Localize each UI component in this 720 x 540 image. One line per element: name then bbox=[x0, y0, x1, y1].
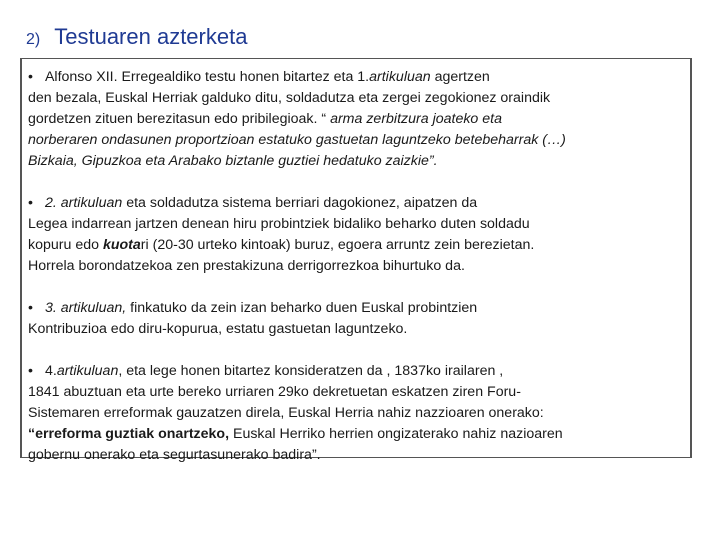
bullet: • bbox=[28, 69, 33, 85]
paragraph-2 bbox=[28, 193, 684, 277]
section-number: 2) bbox=[26, 31, 41, 48]
text-segment-bold: “erreforma guztiak onartzeko, bbox=[28, 426, 230, 442]
text-segment-italic: artikuluan bbox=[369, 69, 431, 85]
paragraph-1-line-3 bbox=[28, 109, 684, 130]
text-segment: 4. bbox=[44, 363, 57, 379]
text-segment-italic: norberaren ondasunen proportzioan estatuko gastuetan laguntzeko betebeharrak (…) bbox=[28, 132, 566, 148]
text-segment: gordetzen zituen berezitasun edo pribilegioak. “ bbox=[28, 111, 327, 127]
paragraph-4-line-4 bbox=[28, 424, 684, 445]
paragraph-1-line-5 bbox=[28, 151, 684, 172]
bullet: • bbox=[28, 363, 33, 379]
text-segment: eta soldadutza sistema berriari dagokionez, aipatzen da bbox=[122, 195, 478, 211]
spacer bbox=[28, 172, 684, 193]
bullet: • bbox=[28, 195, 33, 211]
paragraph-2-line-1 bbox=[28, 193, 684, 214]
text-segment: ri (20-30 urteko kintoak) buruz, egoera arruntz zein berezietan. bbox=[140, 237, 535, 253]
spacer bbox=[28, 340, 684, 361]
paragraph-2-line-2: Legea indarrean jartzen denean hiru probintziek bidaliko beharko duten soldadu bbox=[28, 216, 530, 232]
paragraph-4-line-1 bbox=[28, 361, 684, 382]
paragraph-4-line-2: 1841 abuztuan eta urte bereko urriaren 29ko dekretuetan eskatzen ziren Foru- bbox=[28, 384, 521, 400]
bullet: • bbox=[28, 300, 33, 316]
paragraph-1 bbox=[28, 67, 684, 172]
slide-header bbox=[26, 24, 247, 50]
text-segment: kopuru edo bbox=[28, 237, 103, 253]
paragraph-2-line-4: Horrela borondatzekoa zen prestakizuna derrigorrezkoa bihurtuko da. bbox=[28, 258, 465, 274]
paragraph-4-line-5: gobernu onerako eta segurtasunerako badira”. bbox=[28, 447, 321, 463]
text-segment: , eta lege honen bitartez konsideratzen da , 1837ko irailaren , bbox=[118, 363, 504, 379]
text-segment: finkatuko da zein izan beharko duen Euskal probintzien bbox=[126, 300, 478, 316]
text-segment-italic: arma zerbitzura joateko eta bbox=[326, 111, 502, 127]
paragraph-2-line-3 bbox=[28, 235, 684, 256]
text-segment-italic: Bizkaia, Gipuzkoa eta Arabako biztanle guztiei hedatuko zaizkie”. bbox=[28, 153, 438, 169]
paragraph-4-line-3: Sistemaren erreformak gauzatzen direla, Euskal Herria nahiz nazzioaren onerako: bbox=[28, 405, 544, 421]
text-segment-italic: artikuluan bbox=[56, 363, 119, 379]
text-segment-italic: 2. artikuluan bbox=[44, 195, 123, 211]
paragraph-3-line-1 bbox=[28, 298, 684, 319]
text-segment: Alfonso XII. Erregealdiko testu honen bitartez eta 1. bbox=[44, 69, 370, 85]
text-segment-bold-italic: kuota bbox=[102, 237, 141, 253]
spacer bbox=[28, 277, 684, 298]
text-segment: Euskal Herriko herrien ongizaterako nahiz nazioaren bbox=[229, 426, 563, 442]
text-segment: agertzen bbox=[430, 69, 490, 85]
slide-title: Testuaren azterketa bbox=[54, 24, 248, 49]
paragraph-3 bbox=[28, 298, 684, 340]
text-box bbox=[20, 58, 692, 463]
paragraph-1-line-1 bbox=[28, 67, 684, 88]
text-segment-italic: 3. artikuluan, bbox=[44, 300, 127, 316]
paragraph-1-line-2: den bezala, Euskal Herriak galduko ditu, soldadutza eta zergei zegokionez oraindik bbox=[28, 90, 551, 106]
paragraph-4 bbox=[28, 361, 684, 466]
paragraph-1-line-4 bbox=[28, 130, 684, 151]
paragraph-3-line-2: Kontribuzioa edo diru-kopurua, estatu gastuetan laguntzeko. bbox=[28, 321, 408, 337]
